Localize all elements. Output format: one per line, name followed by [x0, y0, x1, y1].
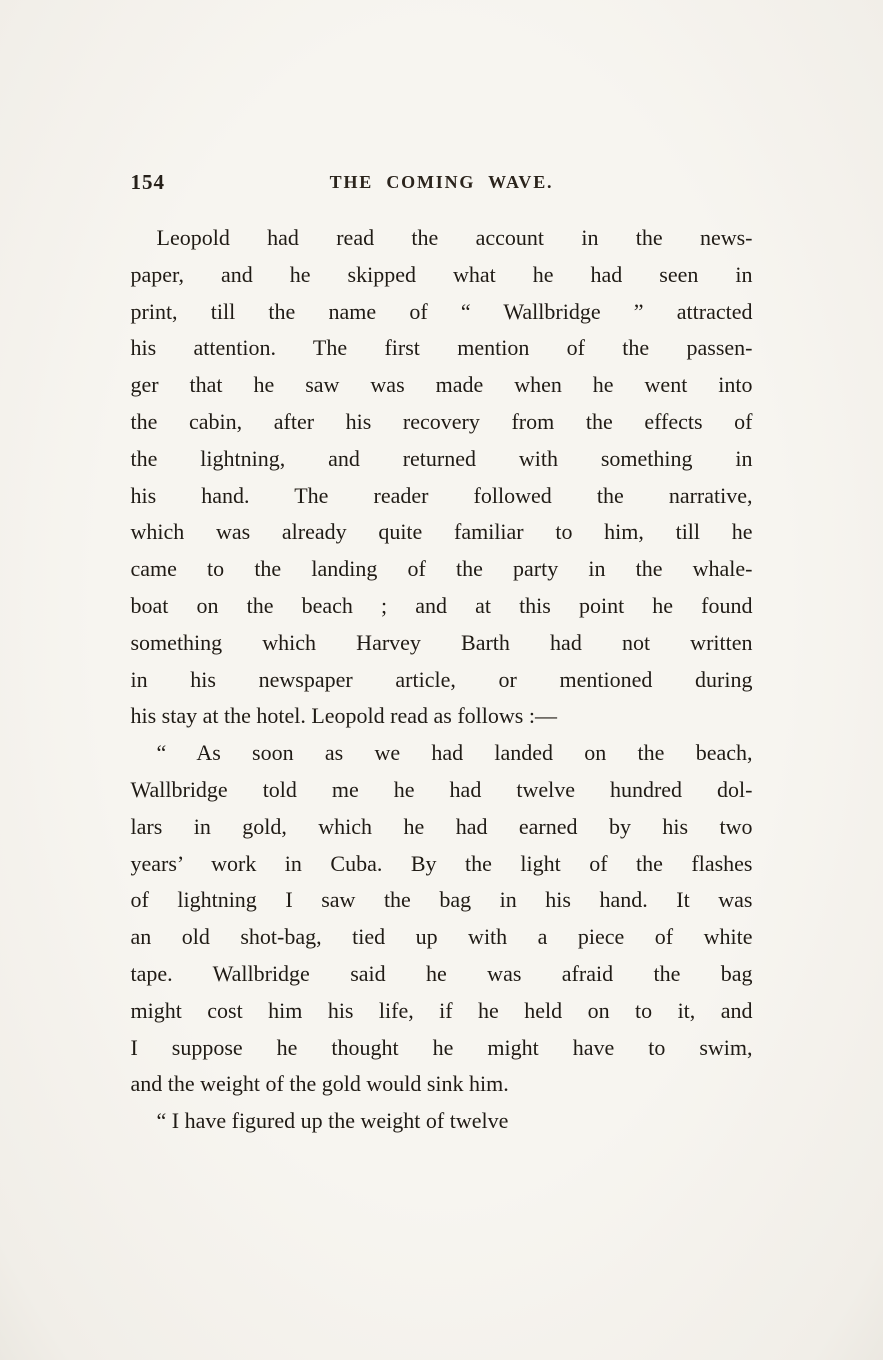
text-line: “ As soon as we had landed on the beach, — [156, 740, 753, 766]
text-line: and the weight of the gold would sink him. — [130, 1071, 509, 1097]
text-line: the cabin, after his recovery from the effects of — [130, 408, 753, 434]
text-line: “ I have figured up the weight of twelve — [156, 1108, 509, 1134]
text-line: print, till the name of “ Wallbridge ” attracted — [130, 298, 753, 324]
text-line: lars in gold, which he had earned by his two — [130, 813, 753, 839]
text-line: an old shot-bag, tied up with a piece of white — [130, 924, 753, 950]
book-page — [131, 0, 753, 1140]
text-line: boat on the beach ; and at this point he found — [130, 592, 753, 618]
text-line: something which Harvey Barth had not written — [130, 629, 753, 655]
text-line: Wallbridge told me he had twelve hundred dol- — [130, 776, 753, 802]
text-line: ger that he saw was made when he went into — [130, 372, 753, 398]
body-text — [131, 220, 753, 1140]
text-line: paper, and he skipped what he had seen in — [130, 261, 753, 287]
running-title: THE COMING WAVE. — [329, 172, 554, 192]
text-line: his attention. The first mention of the passen- — [130, 335, 753, 361]
text-line: in his newspaper article, or mentioned during — [130, 666, 753, 692]
text-line: of lightning I saw the bag in his hand. It was — [130, 887, 753, 913]
text-line: might cost him his life, if he held on to it, and — [130, 997, 753, 1023]
text-line: the lightning, and returned with something in — [130, 445, 753, 471]
text-line: his hand. The reader followed the narrative, — [130, 482, 753, 508]
page-number: 154 — [130, 170, 165, 194]
text-line: Leopold had read the account in the news- — [156, 225, 753, 250]
text-line: I suppose he thought he might have to swim, — [130, 1034, 753, 1060]
text-line: which was already quite familiar to him, till he — [130, 519, 753, 545]
page-header — [131, 170, 753, 198]
text-line: his stay at the hotel. Leopold read as follows :— — [130, 703, 557, 729]
text-line: years’ work in Cuba. By the light of the flashes — [130, 850, 753, 876]
text-line: tape. Wallbridge said he was afraid the bag — [130, 960, 753, 986]
text-line: came to the landing of the party in the whale- — [130, 556, 753, 582]
